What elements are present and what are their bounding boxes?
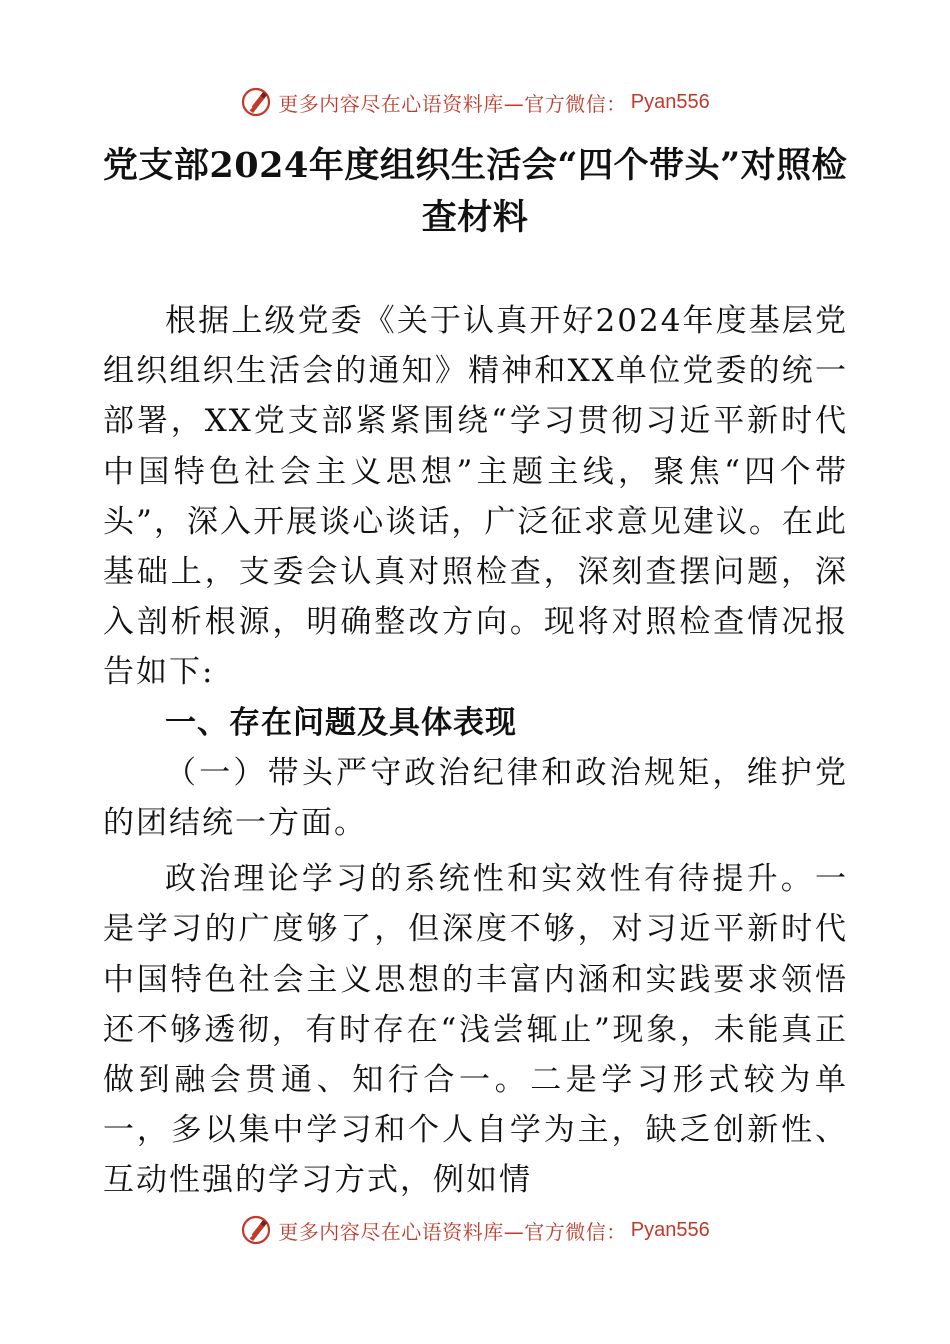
pen-nib-icon [240,1214,272,1246]
watermark-footer [0,1212,950,1248]
document-body [103,296,848,1206]
intro-paragraph: 根据上级党委《关于认真开好2024年度基层党组织组织生活会的通知》精神和XX单位党委的统一部署，XX党支部紧紧围绕“学习贯彻习近平新时代中国特色社会主义思想”主题主线，聚焦“四个带头”，深入开展谈心谈话，广泛征求意见建议。在此基础上，支委会认真对照检查，深刻查摆问题，深入剖析根源，明确整改方向。现将对照检查情况报告如下: [103,303,848,691]
subsection-heading: （一）带头严守政治纪律和政治规矩，维护党的团结统一方面。 [103,754,848,842]
watermark-handle: Pyan556 [630,1218,710,1241]
pen-nib-icon [240,86,272,118]
document-title: 党支部2024年度组织生活会“四个带头”对照检查材料 [102,145,848,238]
watermark-text: 更多内容尽在心语资料库—官方微信： [278,1219,627,1244]
watermark-text: 更多内容尽在心语资料库—官方微信： [278,91,627,116]
watermark-handle: Pyan556 [630,90,710,113]
watermark-header [0,84,950,120]
section-heading: 一、存在问题及具体表现 [165,704,517,741]
body-paragraph: 政治理论学习的系统性和实效性有待提升。一是学习的广度够了，但深度不够，对习近平新时代中国特色社会主义思想的丰富内涵和实践要求领悟还不够透彻，有时存在“浅尝辄止”现象，未能真正做到融会贯通、知行合一。二是学习形式较为单一，多以集中学习和个人自学为主，缺乏创新性、互动性强的学习方式，例如情 [103,861,848,1199]
